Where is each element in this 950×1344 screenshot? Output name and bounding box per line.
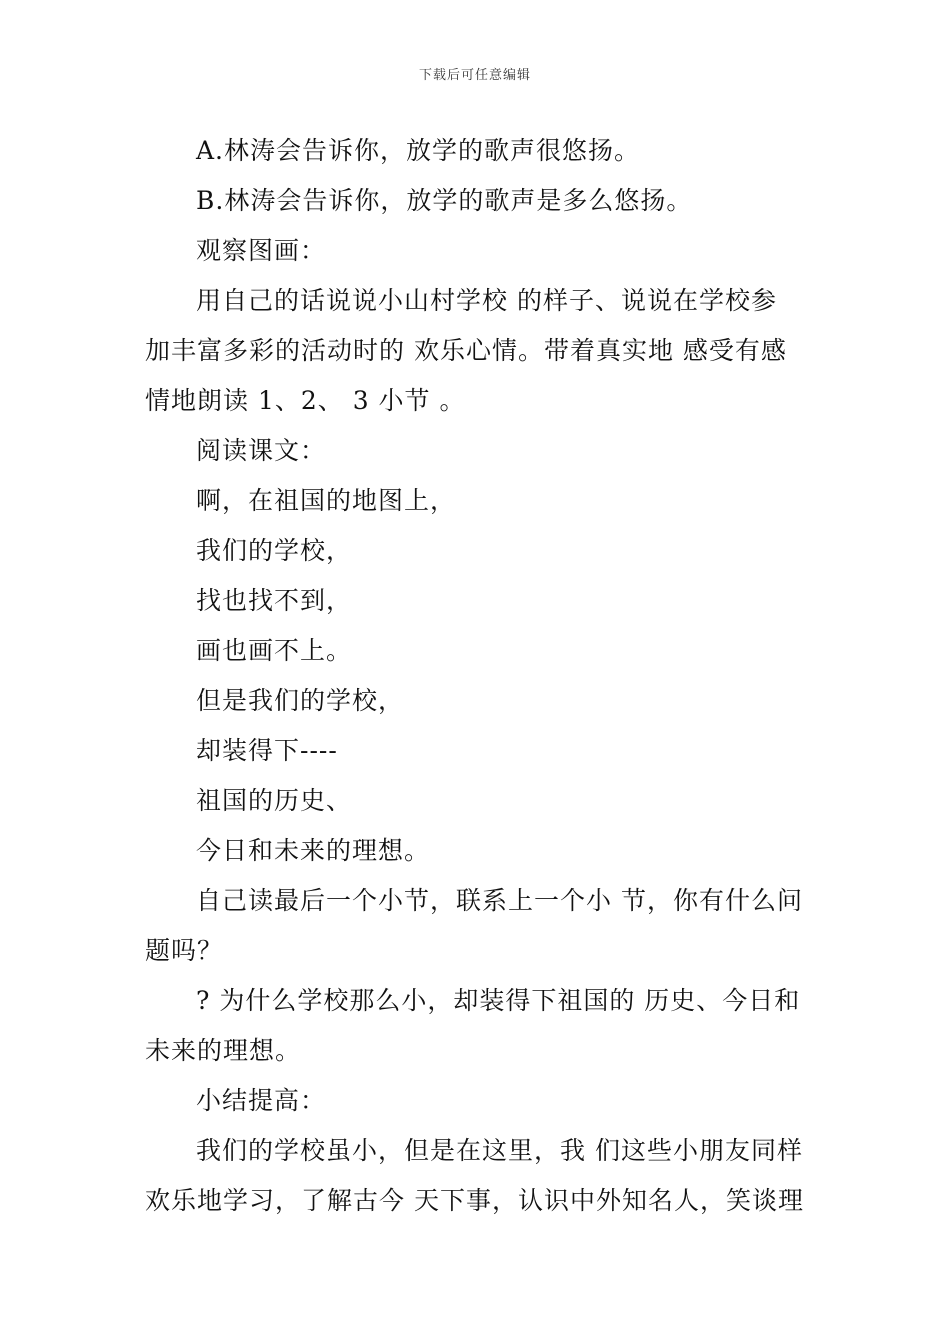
text-line: 小结提高： — [196, 1086, 327, 1115]
text-line: 用自己的话说说小山村学校 的样子、说说在学校参 — [196, 286, 777, 315]
poem-line — [145, 476, 807, 526]
paragraph-why — [145, 976, 807, 1076]
text-line: 阅读课文： — [196, 436, 327, 465]
poem-line — [145, 776, 807, 826]
text-line: 但是我们的学校， — [196, 686, 405, 715]
text-line: 欢乐地学习，了解古今 天下事，认识中外知名人，笑谈理 — [145, 1186, 804, 1215]
text-line: 观察图画： — [196, 236, 327, 265]
poem-line — [145, 826, 807, 876]
text-line: 今日和未来的理想。 — [196, 836, 431, 865]
page-header-note: 下载后可任意编辑 — [418, 68, 531, 83]
text-line: 却装得下---- — [196, 736, 338, 765]
text-line: 啊，在祖国的地图上， — [196, 486, 457, 515]
document-body — [145, 126, 807, 1226]
text-line: 未来的理想。 — [145, 1036, 302, 1065]
text-line: 画也画不上。 — [196, 636, 353, 665]
text-line: 祖国的历史、 — [196, 786, 353, 815]
section-heading-read — [145, 426, 807, 476]
paragraph-option-a — [145, 126, 807, 176]
poem-line — [145, 626, 807, 676]
poem-line — [145, 726, 807, 776]
paragraph-question — [145, 876, 807, 976]
paragraph-summary — [145, 1126, 807, 1226]
text-line: 自己读最后一个小节，联系上一个小 节，你有什么问 — [196, 886, 803, 915]
section-heading-observe — [145, 226, 807, 276]
paragraph-describe-school — [145, 276, 807, 426]
text-line: ? 为什么学校那么小，却装得下祖国的 历史、今日和 — [196, 986, 801, 1015]
text-line: 加丰富多彩的活动时的 欢乐心情。带着真实地 感受有感 — [145, 336, 787, 365]
text-line: A.林涛会告诉你，放学的歌声很悠扬。 — [196, 136, 641, 165]
text-line: B.林涛会告诉你，放学的歌声是多么悠扬。 — [196, 186, 693, 215]
text-line: 找也找不到， — [196, 586, 353, 615]
text-line: 情地朗读 1、2、 3 小节 。 — [145, 386, 466, 415]
poem-line — [145, 576, 807, 626]
text-line: 我们的学校， — [196, 536, 353, 565]
poem-line — [145, 676, 807, 726]
paragraph-option-b — [145, 176, 807, 226]
section-heading-summary — [145, 1076, 807, 1126]
text-line: 我们的学校虽小，但是在这里，我 们这些小朋友同样 — [196, 1136, 803, 1165]
poem-line — [145, 526, 807, 576]
text-line: 题吗？ — [145, 936, 224, 965]
